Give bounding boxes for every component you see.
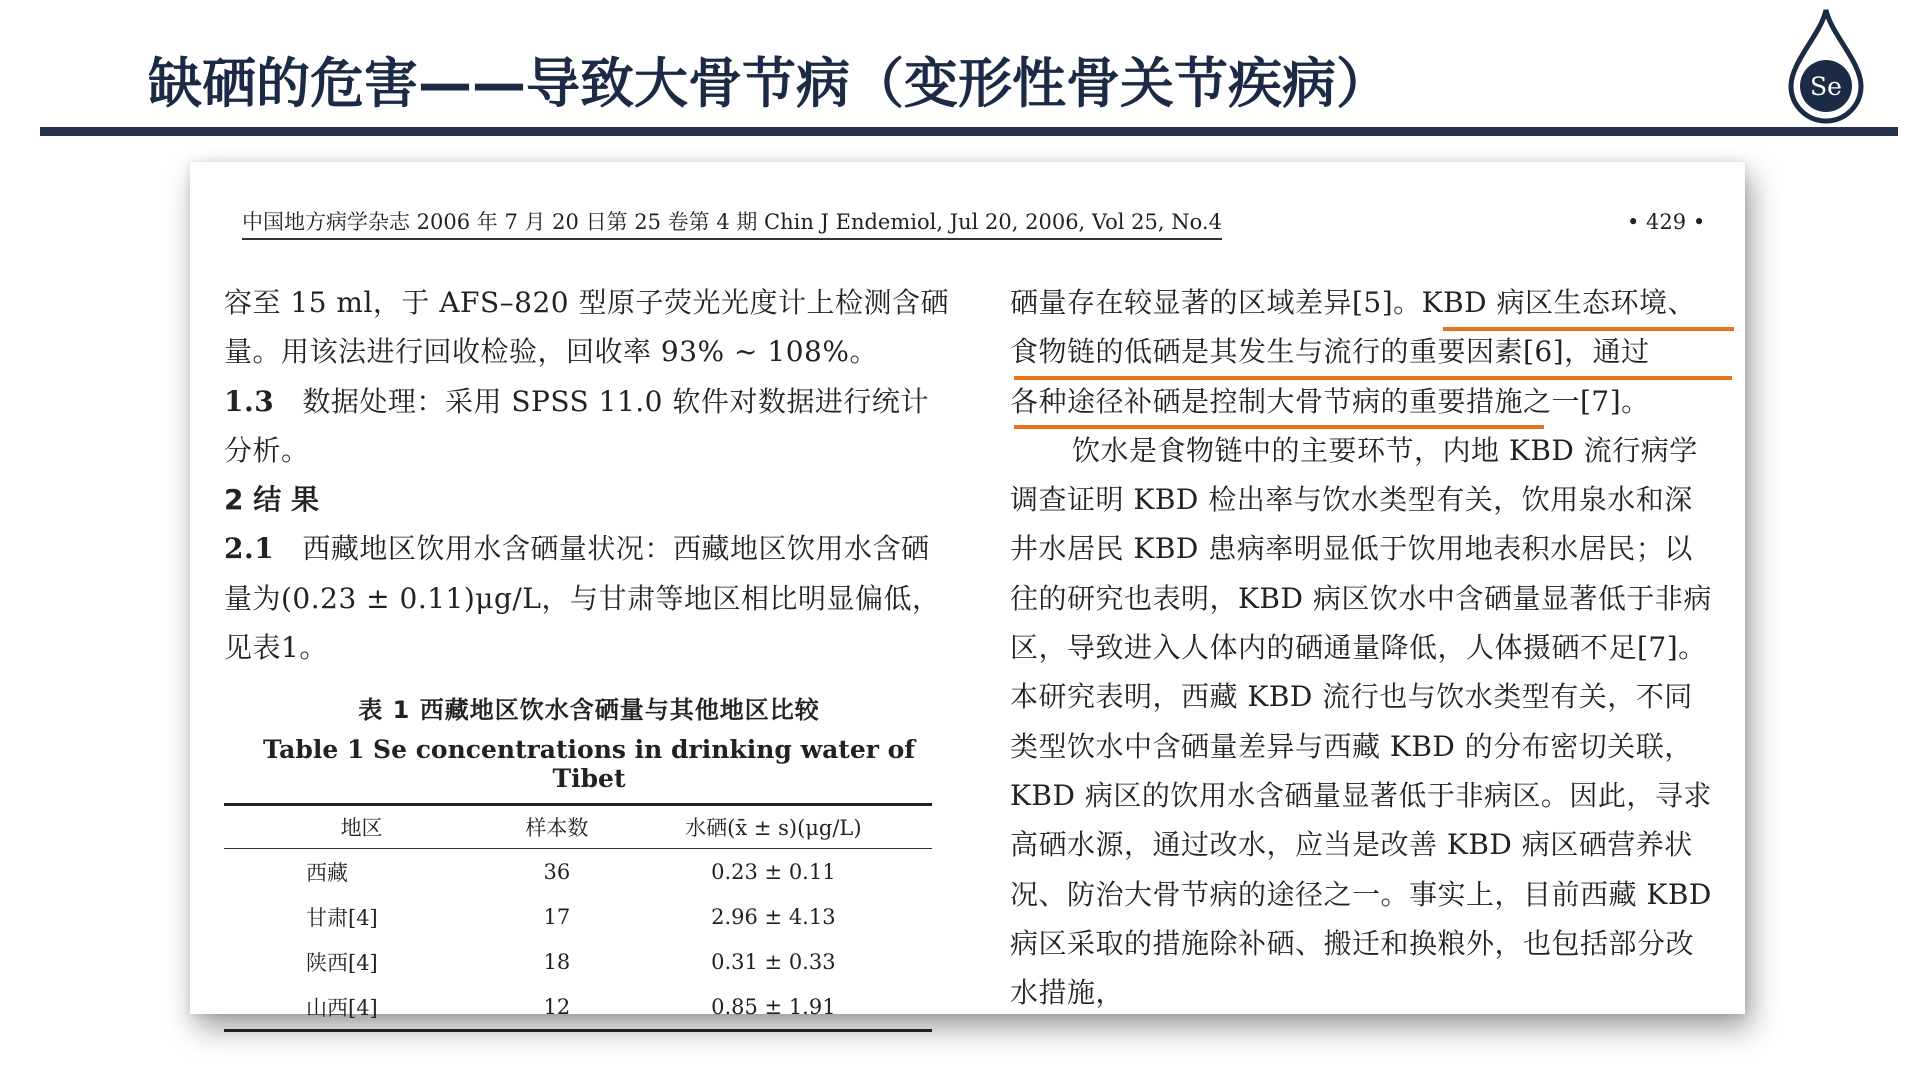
logo-text: Se <box>1810 72 1842 101</box>
left-column <box>224 278 954 1032</box>
section-number: 2.1 <box>224 532 275 566</box>
orange-underline <box>1014 425 1544 429</box>
table-caption-en: Table 1 Se concentrations in drinking water of Tibet <box>262 735 916 794</box>
slide-title: 缺硒的危害——导致大骨节病（变形性骨关节疾病） <box>148 52 1390 115</box>
cell-count: 12 <box>543 994 571 1019</box>
header-region: 地区 <box>224 805 499 849</box>
header-water-se: 水硒(x̄ ± s)(μg/L) <box>615 805 932 849</box>
selenium-table <box>224 803 932 1032</box>
cell-value: 2.96 ± 4.13 <box>711 904 836 929</box>
cell-value: 0.31 ± 0.33 <box>711 949 836 974</box>
journal-page-scan <box>190 162 1745 1020</box>
orange-underline <box>1014 376 1732 380</box>
section-text: 采用 SPSS 11.0 软件对数据进行统计分析。 <box>224 384 929 467</box>
cell-region: 西藏 <box>306 860 348 885</box>
orange-underline <box>1443 327 1734 331</box>
cell-region: 甘肃[4] <box>306 905 378 930</box>
section-text: 西藏地区饮用水含硒量为(0.23 ± 0.11)μg/L，与甘肃等地区相比明显偏低，见表1。 <box>224 532 941 665</box>
page-number: • 429 • <box>1627 210 1706 234</box>
paragraph-drinking-water: 饮水是食物链中的主要环节，内地 KBD 流行病学调查证明 KBD 检出率与饮水类型有关，饮用泉水和深井水居民 KBD 患病率明显低于饮用地表积水居民；以往的研究也表明，KBD 病区饮水中含硒量显著低于非病区，导致进入人体内的硒通量降低，人体摄硒不足[7]。本研究表明，西藏 KBD 流行也与饮水类型有关，不同类型饮水中含硒量差异与西藏 KBD 的分布密切关联，KBD 病区的饮用水含硒量显著低于非病区。因此，寻求高硒水源，通过改水，应当是改善 KBD 病区硒营养状况、防治大骨节病的途径之一。事实上，目前西藏 KBD 病区采取的措施除补硒、搬迁和换粮外，也包括部分改水措施， <box>1010 433 1712 1010</box>
section-title: 数据处理： <box>302 384 445 418</box>
section-2-heading <box>224 475 954 524</box>
section-1-3 <box>224 377 954 476</box>
table-row <box>224 939 932 984</box>
cell-count: 36 <box>543 859 571 884</box>
highlight-line-3: 各种途径补硒是控制大骨节病的重要措施之一[7]。 <box>1010 384 1650 418</box>
right-column <box>1010 278 1720 1017</box>
highlight-line-2: 食物链的低硒是其发生与流行的重要因素[6]，通过 <box>1010 335 1650 369</box>
section-number: 1.3 <box>224 384 275 418</box>
cell-value: 0.85 ± 1.91 <box>711 994 836 1019</box>
cell-region: 陕西[4] <box>306 950 378 975</box>
results-heading: 2 结 果 <box>224 483 319 517</box>
section-title: 西藏地区饮用水含硒量状况： <box>302 532 673 566</box>
title-divider <box>40 127 1898 136</box>
header-sample-count: 样本数 <box>499 805 615 849</box>
cell-region: 山西[4] <box>306 995 378 1020</box>
table-caption-cn: 表 1 西藏地区饮水含硒量与其他地区比较 <box>358 696 820 725</box>
highlight-line-1: 硒量存在较显著的区域差异[5]。KBD 病区生态环境、 <box>1010 286 1697 319</box>
table-header-row <box>224 805 932 849</box>
cell-count: 17 <box>543 904 571 929</box>
table-row <box>224 849 932 895</box>
table-row <box>224 984 932 1031</box>
paragraph-method-end: 容至 15 ml，于 AFS–820 型原子荧光光度计上检测含硒量。用该法进行回收检验，回收率 93% ~ 108%。 <box>224 286 950 369</box>
cell-value: 0.23 ± 0.11 <box>711 859 836 884</box>
selenium-drop-logo <box>1785 6 1867 124</box>
cell-count: 18 <box>543 949 571 974</box>
section-2-1 <box>224 524 954 672</box>
journal-header: 中国地方病学杂志 2006 年 7 月 20 日第 25 卷第 4 期 Chin J Endemiol, Jul 20, 2006, Vol 25, No.4 <box>242 206 1222 240</box>
table-row <box>224 894 932 939</box>
